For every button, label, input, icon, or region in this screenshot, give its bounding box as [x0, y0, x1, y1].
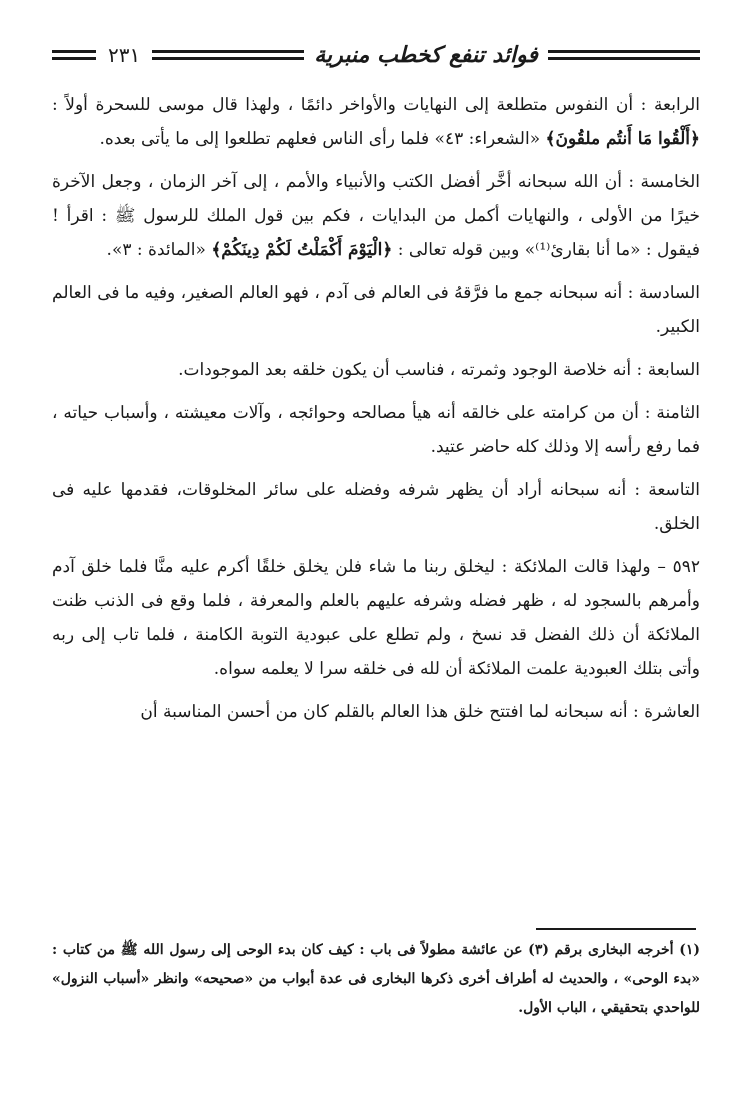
paragraph-eighth	[52, 396, 700, 464]
header-rule-middle	[152, 50, 304, 60]
paragraph-592	[52, 550, 700, 686]
quran-verse: ﴿أَلْقُوا مَا أَنتُم ملقُونَ﴾	[545, 129, 700, 149]
page-number: ٢٣١	[107, 43, 141, 67]
paragraph-text: الثامنة : أن من كرامته على خالقه أنه هيأ مصالحه وحوائجه ، وآلات معيشته ، وأسباب حياته ، فما رفع رأسه إلا وذلك كله حاضر عتيد.	[52, 403, 700, 457]
paragraph-text: الخامسة : أن الله سبحانه أخَّر أفضل الكتب والأنبياء والأمم ، إلى آخر الزمان ، وجعل الآخرة خيرًا من الأولى ، والنهايات أكمل من البدايات ، فكم بين قول الملك للرسول ﷺ : اقرأ ! فيقول : «ما أنا بقارئ⁽¹⁾» وبين قوله تعالى :	[52, 172, 700, 260]
paragraph-seventh	[52, 353, 700, 387]
paragraph-tenth	[52, 695, 700, 729]
paragraph-text-cont: «المائدة : ٣».	[106, 240, 212, 260]
main-text	[52, 88, 700, 738]
paragraph-ninth	[52, 473, 700, 541]
paragraph-text: الرابعة : أن النفوس متطلعة إلى النهايات والأواخر دائمًا ، ولهذا قال موسى للسحرة أولاً :	[52, 95, 700, 115]
running-header	[52, 38, 700, 72]
paragraph-fourth	[52, 88, 700, 156]
header-rule-left	[52, 50, 96, 60]
header-rule-right	[548, 50, 700, 60]
footnote-separator	[536, 928, 696, 930]
paragraph-text: السادسة : أنه سبحانه جمع ما فرَّقهُ فى العالم فى آدم ، فهو العالم الصغير، وفيه ما فى العالم الكبير.	[52, 283, 700, 337]
quran-verse: ﴿الْيَوْمَ أَكْمَلْتُ لَكُمْ دِينَكُمْ﴾	[211, 240, 393, 260]
paragraph-text: التاسعة : أنه سبحانه أراد أن يظهر شرفه وفضله على سائر المخلوقات، فقدمها عليه فى الخلق.	[52, 480, 700, 534]
paragraph-text: ٥٩٢ – ولهذا قالت الملائكة : ليخلق ربنا ما شاء فلن يخلق خلقًا أكرم عليه منَّا فلما خلق آدم وأمرهم بالسجود له ، ظهر فضله وشرفه عليهم بالعلم والمعرفة ، فلما وقع فى الذنب ظنت الملائكة أن ذلك الفضل قد نسخ ، ولم تطلع على عبودية التوبة الكامنة ، فلما تاب إلى ربه وأتى بتلك العبودية علمت الملائكة أن لله فى خلقه سرا لا يعلمه سواه.	[52, 557, 700, 679]
footnote-1: (١) أخرجه البخارى برقم (٣) عن عائشة مطولاً فى باب : كيف كان بدء الوحى إلى رسول الله ﷺ من كتاب : «بدء الوحى» ، والحديث له أطراف أخرى ذكرها البخارى فى عدة أبواب من «صحيحه» وانظر «أسباب النزول» للواحدي بتحقيقي ، الباب الأول.	[52, 942, 700, 1016]
paragraph-fifth	[52, 165, 700, 267]
paragraph-text: العاشرة : أنه سبحانه لما افتتح خلق هذا العالم بالقلم كان من أحسن المناسبة أن	[140, 702, 700, 722]
footnotes	[52, 936, 700, 1023]
paragraph-text: السابعة : أنه خلاصة الوجود وثمرته ، فناسب أن يكون خلقه بعد الموجودات.	[178, 360, 700, 380]
header-title: فوائد تنفع كخطب منبرية	[314, 42, 538, 68]
paragraph-text-cont: «الشعراء: ٤٣» فلما رأى الناس فعلهم تطلعوا إلى ما يأتى بعده.	[99, 129, 546, 149]
paragraph-sixth	[52, 276, 700, 344]
